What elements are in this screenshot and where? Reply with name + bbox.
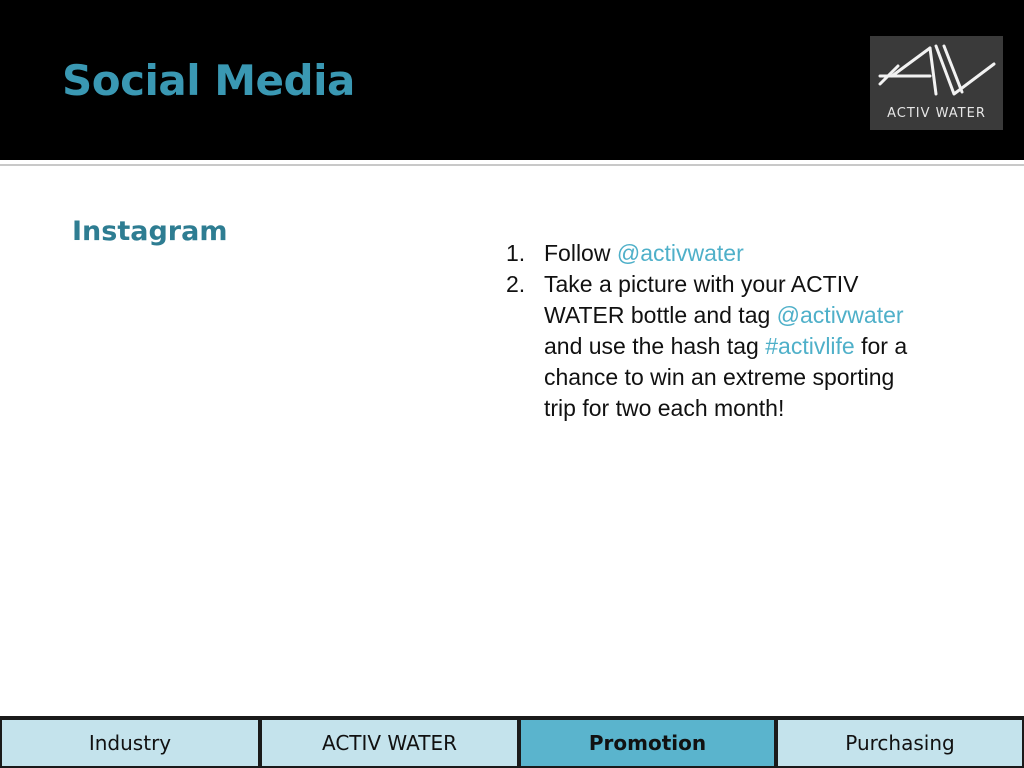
logo-text: ACTIV WATER xyxy=(887,106,986,121)
nav-tab-promotion[interactable]: Promotion xyxy=(519,718,776,768)
instructions-list xyxy=(500,238,920,424)
brand-logo xyxy=(870,36,1003,130)
step-text: and use the hash tag xyxy=(544,333,766,359)
social-handle-link[interactable]: @activwater xyxy=(616,240,744,266)
social-handle-link[interactable]: @activwater xyxy=(776,302,904,328)
social-handle-link[interactable]: #activlife xyxy=(765,333,855,359)
list-item xyxy=(500,238,920,269)
step-text: Follow xyxy=(544,240,617,266)
nav-tab-purchasing[interactable]: Purchasing xyxy=(776,718,1024,768)
header-bar xyxy=(0,0,1024,160)
page-title: Social Media xyxy=(62,56,355,105)
step-text: Take a picture with your ACTIV WATER bottle and tag xyxy=(544,271,859,328)
list-item xyxy=(500,269,920,424)
list-item-number: 2. xyxy=(506,271,526,297)
step-text: for a chance to win an extreme sporting trip for two each month! xyxy=(544,333,908,421)
list-item-number: 1. xyxy=(506,240,526,266)
nav-tab-industry[interactable]: Industry xyxy=(0,718,260,768)
nav-tab-activ-water[interactable]: ACTIV WATER xyxy=(260,718,519,768)
header-divider xyxy=(0,160,1024,166)
bottom-nav xyxy=(0,716,1024,768)
section-heading: Instagram xyxy=(72,216,228,247)
